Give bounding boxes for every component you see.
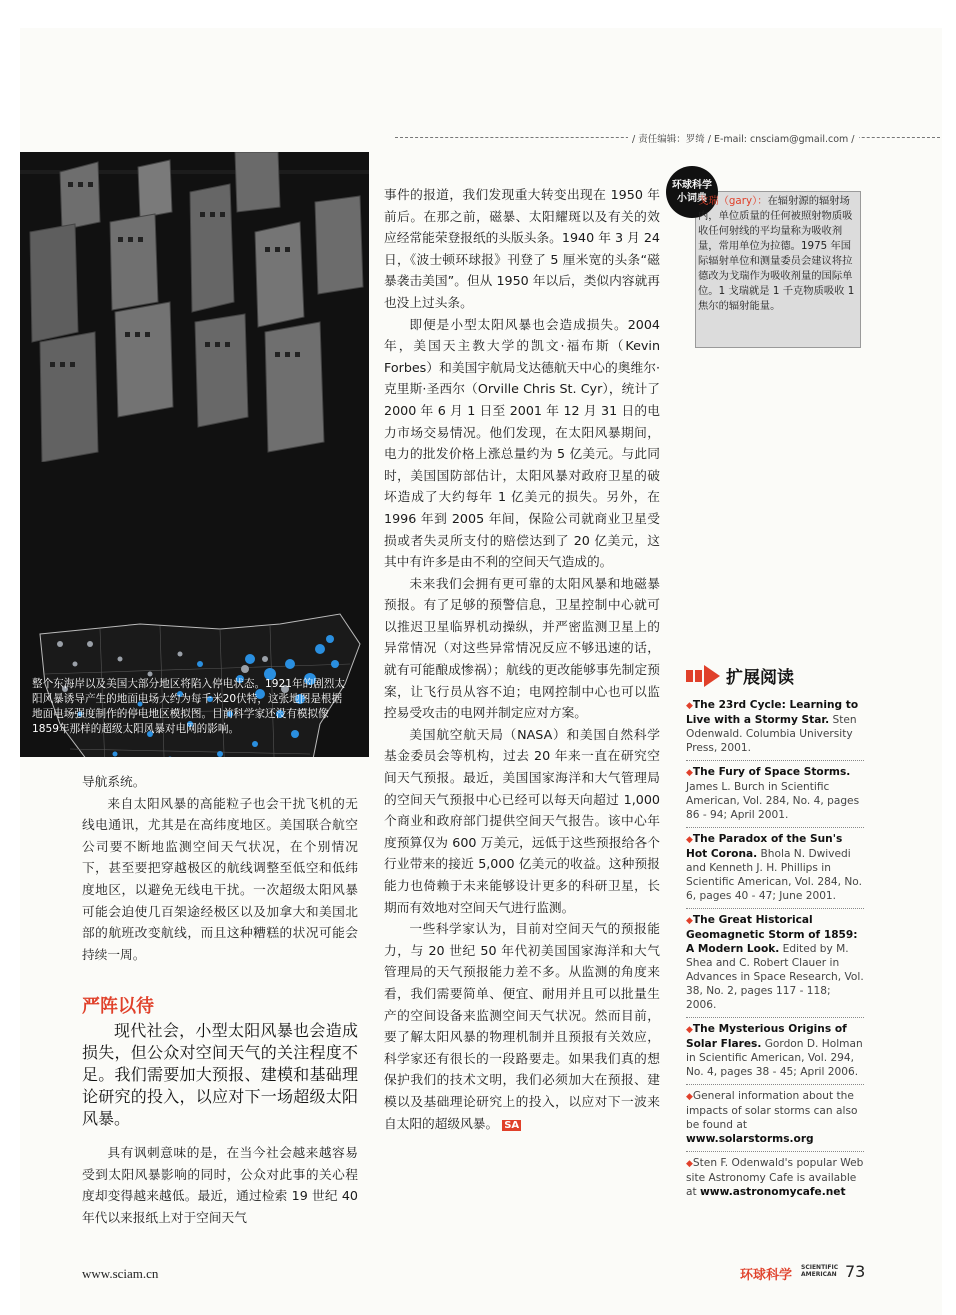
- reading-item-title: The Great Historical Geomagnetic Storm of 1859: A Modern Look.: [686, 914, 858, 955]
- reading-item: [686, 761, 864, 828]
- diamond-bullet-icon: ◆: [686, 1092, 693, 1102]
- reading-item-text: General information about the impacts of solar storms can also be found at: [686, 1090, 858, 1131]
- reading-item-citation: James L. Burch in Scientific American, Vol. 284, No. 4, pages 86 - 94; April 2001.: [686, 781, 860, 821]
- figure-caption: 整个东海岸以及美国大部分地区将陷入停电状态。1921年的剧烈太阳风暴诱导产生的地面电场大约为每千米20伏特，这张地图是根据地面电场强度制作的停电地区模拟图。目前科学家还没有模拟像1859年那样的超级太阳风暴对电网的影响。: [32, 678, 345, 735]
- further-reading-list: [686, 694, 864, 1204]
- diamond-bullet-icon: ◆: [686, 701, 693, 711]
- reading-item-text: Sten F. Odenwald's popular Web site Astronomy Cafe is available at: [686, 1157, 864, 1198]
- diamond-bullet-icon: ◆: [686, 768, 693, 778]
- glossary-text: [698, 194, 856, 314]
- glossary-term: 戈瑞（gary）：: [698, 195, 768, 207]
- further-reading-header: [686, 663, 794, 688]
- footer-url[interactable]: www.sciam.cn: [82, 1266, 159, 1281]
- footer-brand: 环球科学: [740, 1268, 793, 1283]
- reading-item-citation: Sten Odenwald. Columbia University Press, 2001.: [686, 714, 857, 754]
- further-reading-title: 扩展阅读: [726, 668, 794, 688]
- pull-quote: 现代社会，小型太阳风暴也会造成损失，但公众对空间天气的关注程度不足。我们需要加大预报、建模和基础理论研究的投入，以应对下一场超级太阳风暴。: [82, 1021, 358, 1128]
- glossary-definition: 在辐射源的辐射场内，单位质量的任何被照射物质吸收任何射线的平均量称为吸收剂量，常用单位为拉德。1975 年国际辐射单位和测量委员会建议将拉德改为戈瑞作为吸收剂量的国际单位。1 戈瑞就是 1 千克物质吸收 1 焦尔的辐射能量。: [698, 195, 855, 312]
- reading-item-title: The Paradox of the Sun's Hot Corona.: [686, 833, 843, 860]
- reading-item: [686, 828, 864, 909]
- reading-item: [686, 694, 864, 761]
- reading-item: [686, 1018, 864, 1085]
- reading-item: [686, 1085, 864, 1152]
- reading-item-citation: Bhola N. Dwivedi and Kenneth J. H. Phillips in Scientific American, Vol. 284, No. 6, pages 40 - 47; June 2001.: [686, 848, 862, 902]
- paragraph: 事件的报道，我们发现重大转变出现在 1950 年前后。在那之前，磁暴、太阳耀斑以及有关的效应经常能荣登报纸的头版头条。1940 年 3 月 24 日，《波士顿环球报》刊登了 5 厘米宽的头条“磁暴袭击美国”。但从 1950 年以后，类似内容就再也没上过头条。: [384, 187, 660, 310]
- footer-brand-english: [801, 1264, 838, 1278]
- footer-brand-en-line2: AMERICAN: [801, 1271, 837, 1278]
- paragraph-final: [384, 918, 660, 1136]
- left-column-bottom: [82, 1142, 358, 1228]
- glossary-badge-line2: 小词典: [677, 193, 707, 204]
- diamond-bullet-icon: ◆: [686, 1025, 693, 1035]
- page-number: 73: [845, 1262, 866, 1281]
- paragraph: 具有讽刺意味的是，在当今社会越来越容易受到太阳风暴影响的同时，公众对此事的关心程度却变得越来越低。最近，通过检索 19 世纪 40 年代以来报纸上对于空间天气: [82, 1145, 358, 1225]
- middle-column: [384, 184, 660, 1136]
- reading-item-title[interactable]: www.solarstorms.org: [686, 1133, 814, 1145]
- end-mark: SA: [504, 1119, 520, 1131]
- paragraph: 美国航空航天局（NASA）和美国自然科学基金委员会等机构，过去 20 年来一直在研究空间天气预报。最近，美国国家海洋和大气管理局的空间天气预报中心已经可以每天向超过 1,000 个商业和政府部门提供空间天气报告。该中心年度预算仅为 600 万美元，远低于这些预报给各个行业带来的接近 5,000 亿美元的收益。这种预报能力也倚赖于未来能够设计更多的科研卫星，长期而有效地对空间天气进行监测。: [384, 726, 660, 915]
- reading-item-title: The Mysterious Origins of Solar Flares.: [686, 1023, 847, 1050]
- editor-credit: / 责任编辑：罗绮 / E-mail: cnsciam@gmail.com /: [628, 131, 859, 145]
- reading-item: [686, 909, 864, 1018]
- dark-buildings-illustration: [20, 152, 369, 462]
- diamond-bullet-icon: ◆: [686, 835, 693, 845]
- arrow-icon: [686, 665, 720, 687]
- glossary-badge-line1: 环球科学: [672, 180, 712, 191]
- diamond-bullet-icon: ◆: [686, 1159, 693, 1169]
- paragraph-text: 一些科学家认为，目前对空间天气的预报能力，与 20 世纪 50 年代初美国国家海洋和大气管理局的天气预报能力差不多。从监测的角度来看，我们需要简单、便宜、耐用并且可以批量生产的空间设备来监测空间天气状况。然而目前，要了解太阳风暴的物理机制并且预报有关效应，科学家还有很长的一段路要走。如果我们真的想保护我们的技术文明，我们必须加大在预报、建模以及基础理论研究上的投入，以应对下一波来自太阳的超级风暴。: [384, 921, 660, 1131]
- paragraph: 未来我们会拥有更可靠的太阳风暴和地磁暴预报。有了足够的预警信息，卫星控制中心就可以推迟卫星临界机动操纵，并严密监测卫星上的异常情况（对这些异常情况反应不够迅速的话，就有可能酿成惨祸）；航线的更改能够事先制定预案，让飞行员从容不迫；电网控制中心也可以监控易受攻击的电网并制定应对方案。: [384, 575, 660, 721]
- diamond-bullet-icon: ◆: [686, 916, 693, 926]
- paragraph: 来自太阳风暴的高能粒子也会干扰飞机的无线电通讯，尤其是在高纬度地区。美国联合航空公司要不断地监测空间天气状况，在个别情况下，甚至要把穿越极区的航线调整至低空和低纬度地区，以避免无线电干扰。一次超级太阳风暴可能会迫使几百架途经极区以及加拿大和美国北部的航班改变航线，而且这种糟糕的状况可能会持续一周。: [82, 795, 358, 962]
- paragraph: 即便是小型太阳风暴也会造成损失。2004 年，美国天主教大学的凯文·福布斯（Kevin Forbes）和美国宇航局戈达德航天中心的奥维尔·克里斯·圣西尔（Orville Chris St. Cyr），统计了 2000 年 6 月 1 日至 2001 年 12 月 31 日的电力市场交易情况。他们发现，在太阳风暴期间，电力的批发价格上涨总量约为 5 亿美元。与此同时，美国国防部估计，太阳风暴对政府卫星的破坏造成了大约每年 1 亿美元的损失。另外，在 1996 年到 2005 年间，保险公司就商业卫星受损或者失灵所支付的赔偿达到了 20 亿美元，这其中有许多是由不利的空间天气造成的。: [384, 316, 660, 570]
- reading-item-citation: Gordon D. Holman in Scientific American, Vol. 294, No. 4, pages 38 - 45; April 2006.: [686, 1038, 863, 1078]
- reading-item: [686, 1152, 864, 1204]
- left-column-top: [82, 771, 358, 965]
- reading-item-citation: Edited by M. Shea and C. Robert Clauer in Advances in Space Research, Vol. 38, No. 2, pages 117 - 118; 2006.: [686, 943, 864, 1011]
- reading-item-title: The Fury of Space Storms.: [692, 766, 851, 778]
- section-heading: 严阵以待: [82, 996, 154, 1017]
- reading-item-title: The 23rd Cycle: Learning to Live with a Stormy Star.: [686, 699, 859, 726]
- outage-illustration: [20, 152, 369, 757]
- reading-item-title[interactable]: www.astronomycafe.net: [700, 1186, 846, 1198]
- footer-brand-en-line1: SCIENTIFIC: [801, 1264, 839, 1271]
- paragraph: 导航系统。: [82, 774, 146, 789]
